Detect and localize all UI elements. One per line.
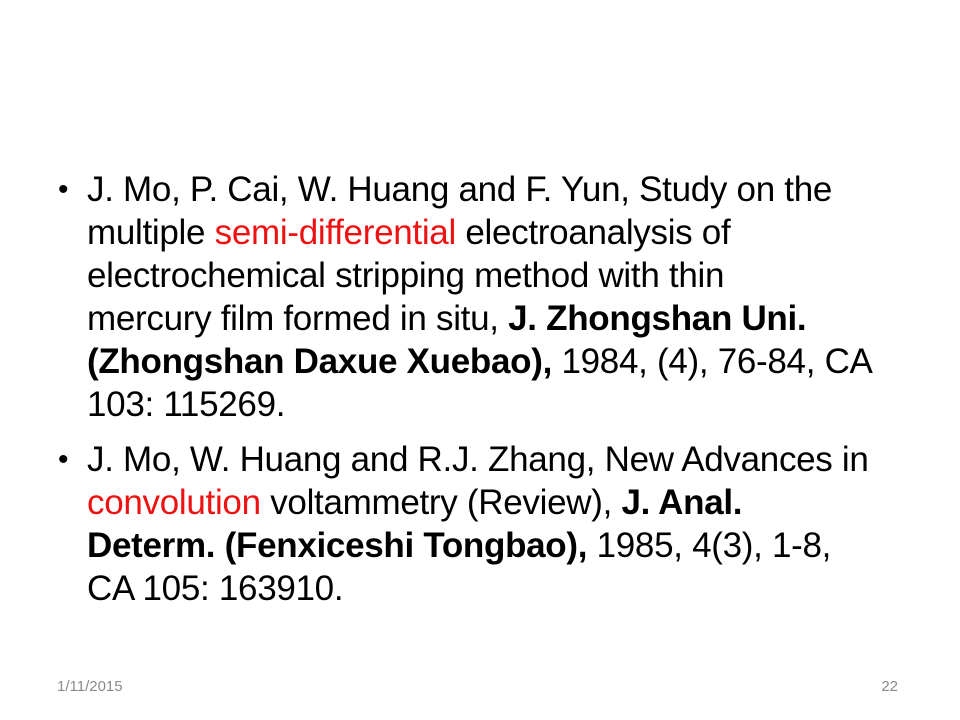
bullet-text [87, 168, 918, 426]
text-line [87, 481, 918, 524]
bullet-marker-icon: • [58, 173, 69, 206]
text-line [87, 168, 918, 211]
text-segment-bold: J. Zhongshan Uni. [508, 299, 807, 338]
text-segment: 1984, (4), 76-84, CA [552, 342, 873, 381]
text-segment: voltammetry (Review), [260, 483, 622, 522]
footer-date: 1/11/2015 [57, 678, 123, 695]
bullet-item [58, 168, 918, 426]
text-segment: electroanalysis of [455, 213, 731, 252]
text-segment: multiple [87, 213, 215, 252]
text-segment: 1985, 4(3), 1-8, [587, 526, 832, 565]
text-segment-bold: Determ. (Fenxiceshi Tongbao), [87, 526, 588, 565]
text-line [87, 383, 918, 426]
text-line [87, 567, 918, 610]
bullet-list [58, 168, 918, 610]
text-line [87, 340, 918, 383]
bullet-text [87, 438, 918, 610]
text-segment: J. Mo, W. Huang and R.J. Zhang, New Advances in [87, 440, 869, 479]
text-line [87, 297, 918, 340]
slide-number: 22 [881, 678, 898, 695]
text-line [87, 254, 918, 297]
text-segment: CA 105: 163910. [87, 569, 344, 608]
text-segment-bold: J. Anal. [621, 483, 743, 522]
bullet-marker-icon: • [58, 443, 69, 476]
text-segment: mercury film formed in situ, [87, 299, 509, 338]
text-segment-red: semi-differential [214, 213, 456, 252]
text-segment-red: convolution [87, 483, 261, 522]
text-segment: J. Mo, P. Cai, W. Huang and F. Yun, Study on the [87, 170, 833, 209]
text-line [87, 211, 918, 254]
text-segment-bold: (Zhongshan Daxue Xuebao), [87, 342, 553, 381]
text-line [87, 524, 918, 567]
text-segment: electrochemical stripping method with thin [87, 256, 725, 295]
bullet-item [58, 438, 918, 610]
text-segment: 103: 115269. [87, 385, 286, 424]
text-line [87, 438, 918, 481]
